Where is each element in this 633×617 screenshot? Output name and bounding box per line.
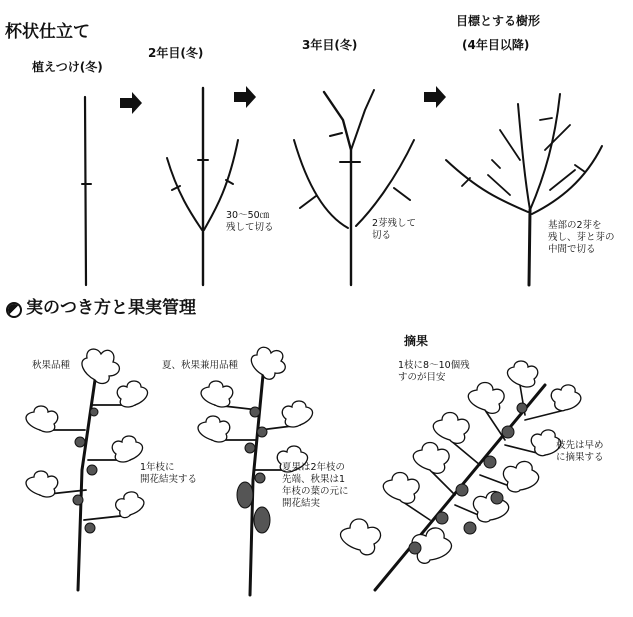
- stage-label-year-3: 3年目(冬): [302, 38, 358, 52]
- stage-label-year-2: 2年目(冬): [148, 46, 204, 60]
- note-thinning-count: 1枝に8〜10個残 すのが目安: [398, 360, 470, 383]
- fruit-section-title: 実のつき方と果実管理: [26, 298, 196, 318]
- note-summer-autumn-variety: 夏果は2年枝の 先端、秋果は1 年枝の葉の元に 開花結実: [282, 462, 349, 509]
- stage-label-planting: 植えつけ(冬): [32, 60, 103, 74]
- note-thinning-tip: 枝先は早め に摘果する: [556, 440, 604, 463]
- tree-target: [446, 94, 602, 285]
- stage-label-target: 目標とする樹形: [456, 14, 541, 28]
- note-target: 基部の2芽を 残し、芽と芽の 中間で切る: [548, 220, 615, 255]
- label-autumn-variety: 秋果品種: [32, 360, 71, 371]
- arrow-group: [120, 86, 446, 114]
- label-summer-autumn-variety: 夏、秋果兼用品種: [162, 360, 239, 371]
- note-autumn-variety: 1年枝に 開花結実する: [140, 462, 198, 485]
- stage-sublabel-target: (4年目以降): [462, 38, 530, 52]
- pruning-section-title: 杯状仕立て: [5, 22, 90, 42]
- note-year-2: 30〜50㎝ 残して切る: [226, 210, 274, 233]
- leaf-group: [26, 347, 581, 563]
- tree-year-3: [294, 90, 417, 285]
- section-bullet-icon: [6, 302, 22, 318]
- tree-sapling: [82, 97, 91, 285]
- note-year-3: 2芽残して 切る: [372, 218, 417, 241]
- label-thinning: 摘果: [404, 334, 429, 348]
- tree-year-2: [167, 88, 238, 285]
